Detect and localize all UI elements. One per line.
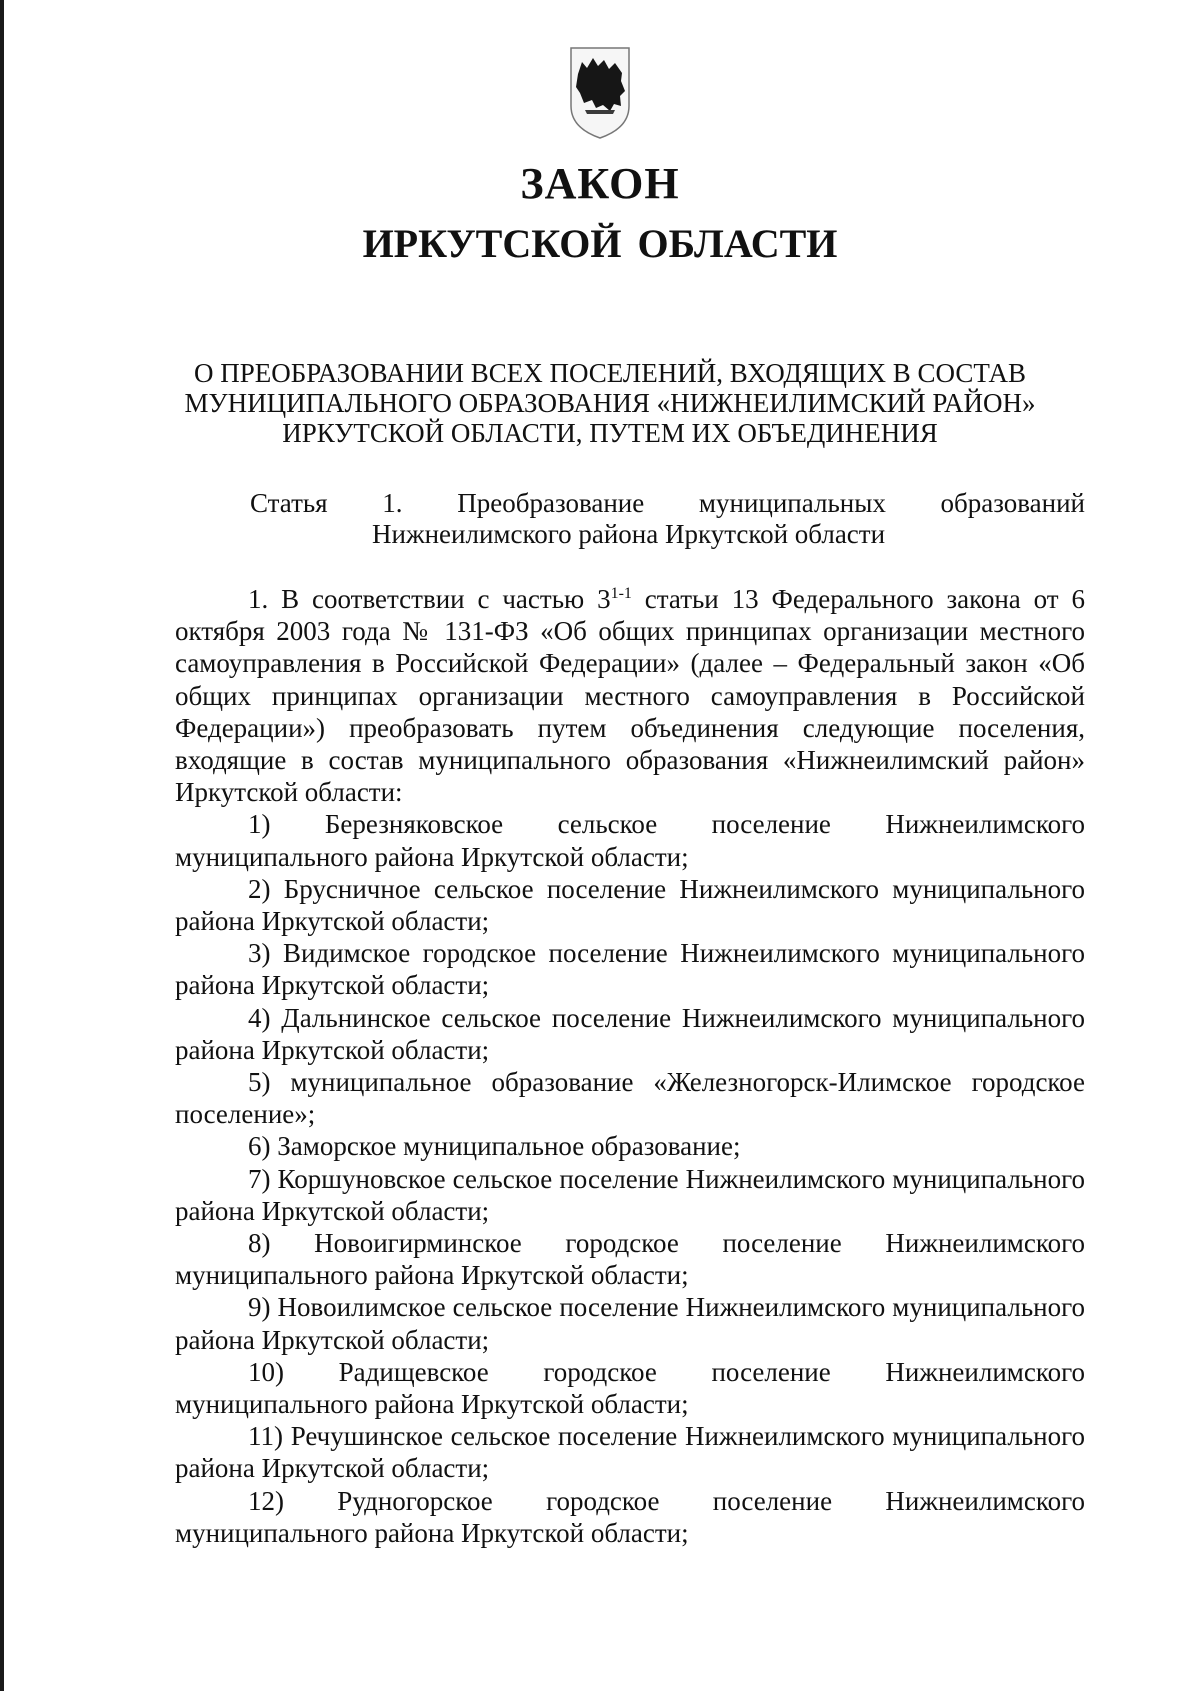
list-item: 6) Заморское муниципальное образование; xyxy=(248,1131,741,1162)
list-item: 12) Рудногорское городское поселение Нижнеилимского муниципального района Иркутской области; xyxy=(175,1485,1085,1548)
article-body xyxy=(175,583,1085,1549)
article-heading-line: Нижнеилимского района Иркутской области xyxy=(372,519,886,549)
paragraph-text: статьи 13 Федерального закона от 6 октября 2003 года № 131-ФЗ «Об общих принципах организации местного самоуправления в Российской Федерации» (далее – Федеральный закон «Об общих принципах организации местного самоуправления в Российской Федерации») преобразовать путем объединения следующие поселения, входящие в состав муниципального образования «Нижнеилимский район» Иркутской области: xyxy=(175,584,1085,808)
list-item: 8) Новоигирминское городское поселение Нижнеилимского муниципального района Иркутской области; xyxy=(175,1228,1085,1291)
law-subject xyxy=(140,358,1080,448)
list-item: 2) Брусничное сельское поселение Нижнеилимского муниципального района Иркутской области; xyxy=(175,873,1085,937)
article-heading-line: Статья 1. Преобразование муниципальных образований xyxy=(250,488,1085,518)
law-subject-line: МУНИЦИПАЛЬНОГО ОБРАЗОВАНИЯ «НИЖНЕИЛИМСКИЙ РАЙОН» xyxy=(184,388,1036,418)
paragraph-prefix: 1. В соответствии с частью 3 xyxy=(248,584,611,614)
law-region-title: ИРКУТСКОЙ ОБЛАСТИ xyxy=(362,221,838,266)
list-item: 5) муниципальное образование «Железногорск-Илимское городское поселение»; xyxy=(175,1067,1085,1130)
list-item: 11) Речушинское сельское поселение Нижнеилимского муниципального района Иркутской области; xyxy=(175,1421,1085,1484)
law-subject-line: О ПРЕОБРАЗОВАНИИ ВСЕХ ПОСЕЛЕНИЙ, ВХОДЯЩИХ В СОСТАВ xyxy=(193,358,1027,388)
settlement-list xyxy=(175,808,1085,1549)
coat-of-arms-emblem xyxy=(569,44,631,142)
list-item: 10) Радищевское городское поселение Нижнеилимского муниципального района Иркутской области; xyxy=(175,1356,1085,1420)
list-item: 1) Березняковское сельское поселение Нижнеилимского муниципального района Иркутской области; xyxy=(175,809,1085,872)
list-item: 9) Новоилимское сельское поселение Нижнеилимского муниципального района Иркутской области; xyxy=(175,1292,1085,1355)
list-item: 7) Коршуновское сельское поселение Нижнеилимского муниципального района Иркутской области; xyxy=(175,1163,1085,1226)
law-subject-line: ИРКУТСКОЙ ОБЛАСТИ, ПУТЕМ ИХ ОБЪЕДИНЕНИЯ xyxy=(282,418,938,448)
article-heading xyxy=(250,488,1085,550)
list-item: 4) Дальнинское сельское поселение Нижнеилимского муниципального района Иркутской области; xyxy=(175,1002,1085,1065)
article-paragraph xyxy=(175,583,1085,808)
list-item: 3) Видимское городское поселение Нижнеилимского муниципального района Иркутской области; xyxy=(175,938,1085,1001)
law-title: ЗАКОН xyxy=(520,159,680,208)
paragraph-superscript: 1-1 xyxy=(610,585,632,602)
